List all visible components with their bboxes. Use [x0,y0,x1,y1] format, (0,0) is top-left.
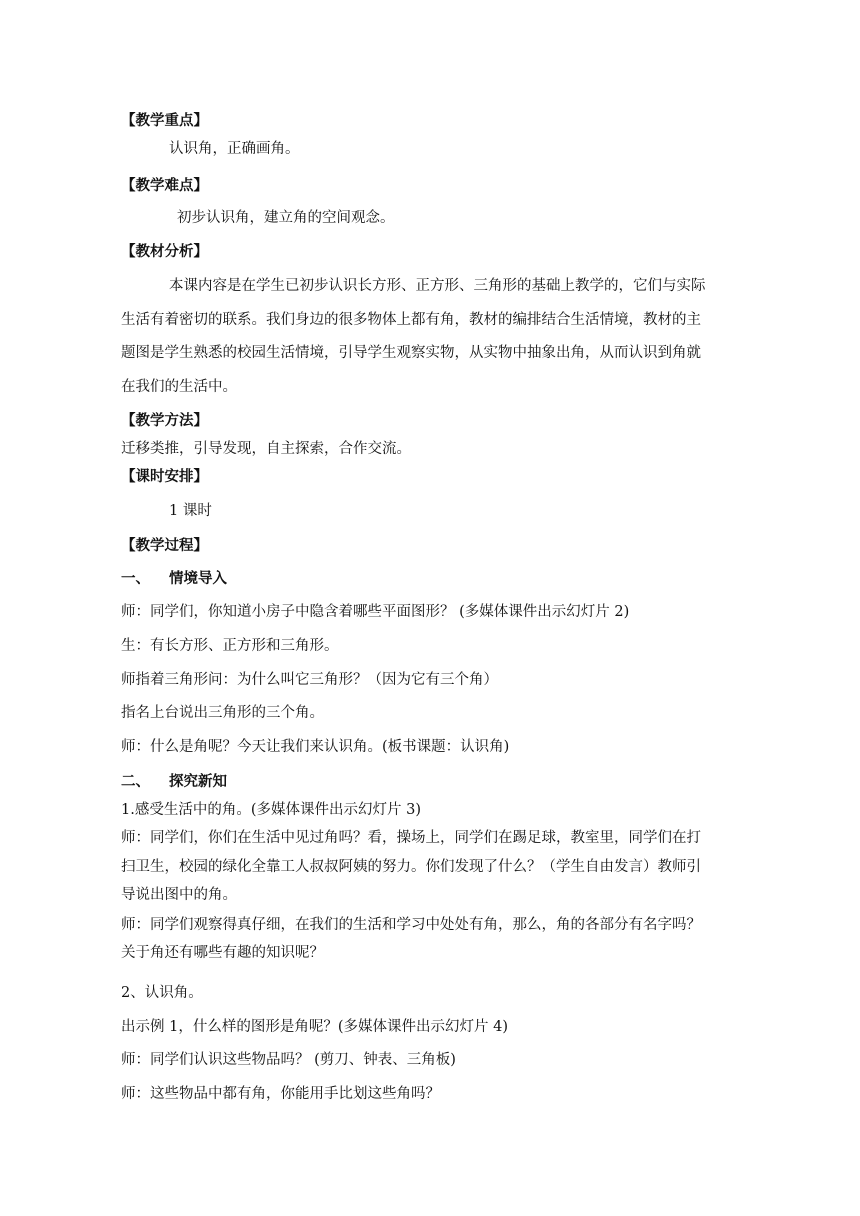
paragraph-line: 关于角还有哪些有趣的知识呢？ [121,945,324,961]
heading-teaching-focus: 【教学重点】 [121,112,208,129]
paragraph-line: 师：同学们认识这些物品吗？ (剪刀、钟表、三角板) [121,1052,456,1068]
paragraph-line: 师：同学们观察得真仔细，在我们的生活和学习中处处有角，那么，角的各部分有名字吗？ [121,917,701,933]
heading-teaching-process: 【教学过程】 [121,537,208,554]
section-1-title: 情境导入 [169,570,227,587]
analysis-line: 本课内容是在学生已初步认识长方形、正方形、三角形的基础上教学的，它们与实际 [169,278,706,294]
dialogue-line: 师：同学们，你知道小房子中隐含着哪些平面图形？ (多媒体课件出示幻灯片 2) [121,604,630,620]
section-2-number: 二、 [121,773,150,790]
paragraph-line: 师：同学们，你们在生活中见过角吗？看，操场上，同学们在踢足球，教室里，同学们在打 [121,830,701,846]
paragraph-line: 出示例 1，什么样的图形是角呢？(多媒体课件出示幻灯片 4) [121,1019,508,1035]
lesson-schedule-text: 1 课时 [169,503,212,519]
section-2-title: 探究新知 [169,773,227,790]
heading-lesson-schedule: 【课时安排】 [121,468,208,485]
paragraph-line: 扫卫生，校园的绿化全靠工人叔叔阿姨的努力。你们发现了什么？（学生自由发言）教师引 [121,859,701,875]
analysis-line: 生活有着密切的联系。我们身边的很多物体上都有角，教材的编排结合生活情境，教材的主 [121,312,701,328]
section-1-number: 一、 [121,570,150,587]
teaching-method-text: 迁移类推，引导发现，自主探索，合作交流。 [121,441,411,457]
paragraph-line: 导说出图中的角。 [121,887,237,903]
paragraph-line: 2、认识角。 [121,985,203,1001]
section-1-heading [121,572,227,587]
dialogue-line: 师：什么是角呢？今天让我们来认识角。(板书课题：认识角) [121,739,510,755]
paragraph-line: 师：这些物品中都有角，你能用手比划这些角吗？ [121,1086,440,1102]
dialogue-line: 师指着三角形问：为什么叫它三角形？（因为它有三个角） [121,672,498,688]
teaching-focus-text: 认识角，正确画角。 [169,141,300,157]
heading-teaching-difficulty: 【教学难点】 [121,177,208,194]
analysis-line: 题图是学生熟悉的校园生活情境，引导学生观察实物，从实物中抽象出角，从而认识到角就 [121,345,701,361]
section-2-heading [121,775,227,790]
dialogue-line: 生：有长方形、正方形和三角形。 [121,638,339,654]
heading-teaching-method: 【教学方法】 [121,412,208,429]
heading-material-analysis: 【教材分析】 [121,243,208,260]
dialogue-line: 指名上台说出三角形的三个角。 [121,705,324,721]
analysis-line: 在我们的生活中。 [121,379,237,395]
teaching-difficulty-text: 初步认识角，建立角的空间观念。 [177,210,395,226]
paragraph-line: 1.感受生活中的角。(多媒体课件出示幻灯片 3) [121,802,421,818]
